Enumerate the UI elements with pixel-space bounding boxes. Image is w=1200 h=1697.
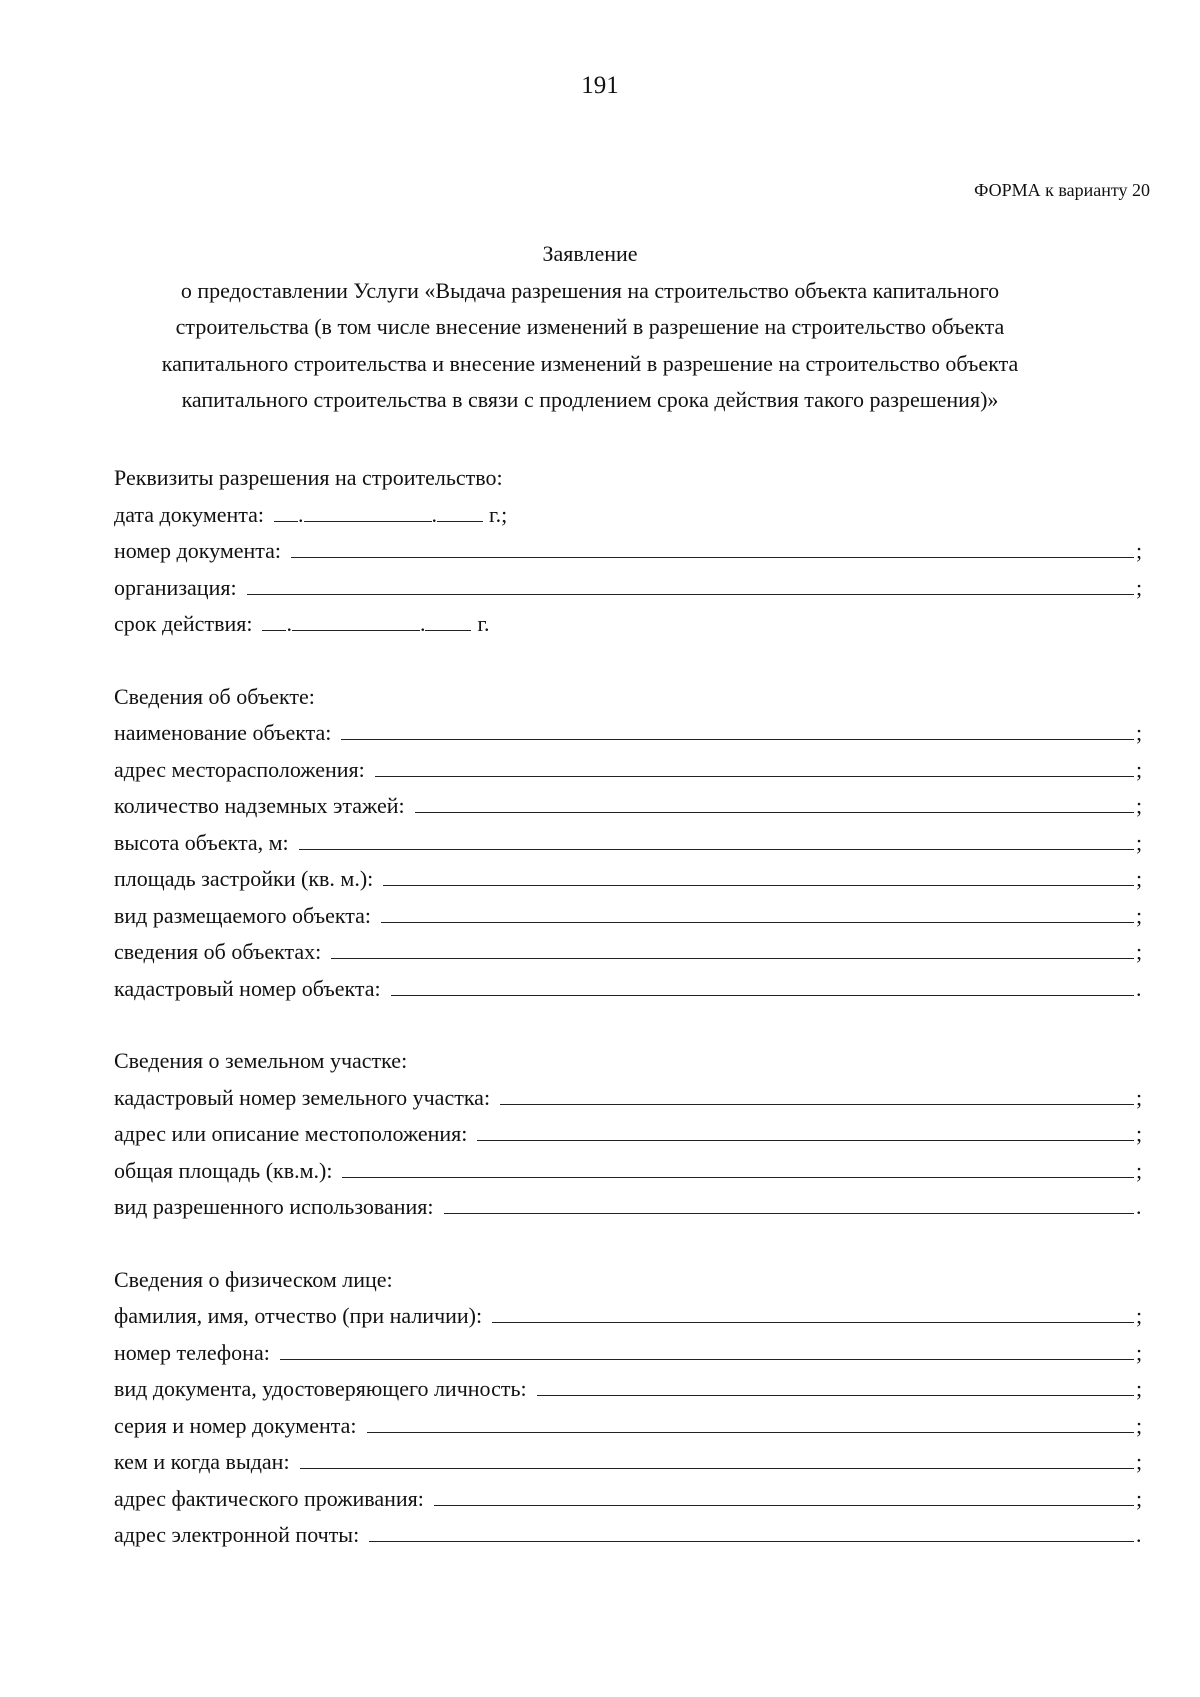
field-end-mark: ; <box>1136 1412 1143 1438</box>
field-label: вид разрешенного использования: <box>114 1194 434 1219</box>
date-field-document-date <box>114 497 1144 534</box>
field-label: фамилия, имя, отчество (при наличии): <box>114 1303 483 1328</box>
field-row <box>114 1371 1144 1408</box>
field-row <box>114 752 1144 789</box>
section-permit-details <box>114 460 1144 643</box>
field-row <box>114 788 1144 825</box>
field-end-mark: ; <box>1136 1339 1143 1365</box>
field-end-mark: . <box>1136 1194 1142 1219</box>
blank-line[interactable] <box>434 1485 1134 1506</box>
field-label: вид документа, удостоверяющего личность: <box>114 1376 527 1401</box>
field-label: организация: <box>114 574 237 600</box>
field-row <box>114 1298 1144 1335</box>
field-end-mark: ; <box>1136 902 1143 928</box>
field-row-document-number <box>114 533 1144 570</box>
field-label: адрес или описание местоположения: <box>114 1121 468 1146</box>
field-label: высота объекта, м: <box>114 829 289 855</box>
blank-line[interactable] <box>477 1120 1134 1141</box>
date-suffix: г. <box>477 611 490 636</box>
field-label: адрес электронной почты: <box>114 1522 360 1547</box>
field-row <box>114 1481 1144 1518</box>
field-label: площадь застройки (кв. м.): <box>114 866 374 891</box>
date-separator: . <box>286 611 292 636</box>
date-separator: . <box>298 501 304 527</box>
field-row <box>114 715 1144 752</box>
blank-line[interactable] <box>383 865 1134 886</box>
field-label: наименование объекта: <box>114 720 332 745</box>
field-row <box>114 1080 1144 1117</box>
field-label: сведения об объектах: <box>114 939 322 964</box>
document-title <box>90 236 1090 419</box>
date-suffix: г.; <box>489 501 508 527</box>
field-row <box>114 825 1144 862</box>
field-end-mark: ; <box>1136 1121 1143 1146</box>
section-heading: Сведения о земельном участке: <box>114 1048 408 1073</box>
field-row <box>114 1116 1144 1153</box>
field-row <box>114 1189 1144 1226</box>
field-end-mark: ; <box>1136 1449 1143 1474</box>
field-end-mark: ; <box>1136 1376 1143 1401</box>
date-separator: . <box>419 611 426 636</box>
day-blank[interactable] <box>262 610 286 631</box>
field-label: вид размещаемого объекта: <box>114 902 371 928</box>
blank-line[interactable] <box>444 1193 1134 1214</box>
section-object-info <box>114 679 1144 1008</box>
title-line: строительства (в том числе внесение изменений в разрешение на строительство объекта <box>175 314 1005 339</box>
title-heading: Заявление <box>542 241 638 266</box>
blank-line[interactable] <box>492 1302 1134 1323</box>
field-row <box>114 1408 1144 1445</box>
section-natural-person <box>114 1262 1144 1554</box>
day-blank[interactable] <box>274 501 298 522</box>
blank-line[interactable] <box>391 975 1134 996</box>
field-row <box>114 898 1144 935</box>
field-label: серия и номер документа: <box>114 1412 357 1438</box>
field-end-mark: ; <box>1136 939 1143 964</box>
field-label: кем и когда выдан: <box>114 1449 290 1474</box>
field-row <box>114 861 1144 898</box>
form-fields <box>114 460 1144 1590</box>
section-heading: Сведения о физическом лице: <box>114 1266 393 1292</box>
field-end-mark: ; <box>1136 1303 1143 1328</box>
blank-line[interactable] <box>299 829 1134 850</box>
blank-line[interactable] <box>369 1521 1134 1542</box>
field-end-mark: ; <box>1136 756 1143 782</box>
blank-line[interactable] <box>367 1412 1134 1433</box>
field-label: количество надземных этажей: <box>114 793 405 818</box>
field-end-mark: . <box>1136 1522 1142 1547</box>
page-number: 191 <box>581 72 619 99</box>
title-line: капитального строительства в связи с продлением срока действия такого разрешения)» <box>181 387 999 412</box>
field-end-mark: ; <box>1136 866 1143 891</box>
field-row <box>114 971 1144 1008</box>
field-end-mark: ; <box>1136 793 1143 818</box>
field-end-mark: ; <box>1136 1157 1143 1183</box>
blank-line[interactable] <box>342 1157 1134 1178</box>
blank-line[interactable] <box>280 1339 1134 1360</box>
field-end-mark: ; <box>1136 538 1143 563</box>
blank-line[interactable] <box>300 1448 1134 1469</box>
blank-line[interactable] <box>537 1375 1134 1396</box>
year-blank[interactable] <box>437 501 483 522</box>
form-reference: ФОРМА к варианту 20 <box>974 180 1150 200</box>
field-end-mark: ; <box>1136 829 1143 855</box>
blank-line[interactable] <box>247 574 1134 595</box>
field-label: адрес месторасположения: <box>114 756 365 782</box>
field-end-mark: ; <box>1136 1084 1143 1110</box>
field-row-organization <box>114 570 1144 607</box>
field-label: срок действия: <box>114 611 253 636</box>
blank-line[interactable] <box>291 537 1134 558</box>
field-label: дата документа: <box>114 501 265 527</box>
field-label: кадастровый номер объекта: <box>114 975 381 1001</box>
title-line: капитального строительства и внесение изменений в разрешение на строительство объекта <box>161 350 1019 376</box>
blank-line[interactable] <box>415 792 1134 813</box>
blank-line[interactable] <box>381 902 1134 923</box>
year-blank[interactable] <box>425 610 471 631</box>
field-label: адрес фактического проживания: <box>114 1485 424 1511</box>
blank-line[interactable] <box>341 719 1134 740</box>
blank-line[interactable] <box>375 756 1134 777</box>
month-blank[interactable] <box>292 610 420 631</box>
month-blank[interactable] <box>304 501 432 522</box>
field-label: кадастровый номер земельного участка: <box>114 1084 491 1110</box>
field-row <box>114 1335 1144 1372</box>
section-heading: Реквизиты разрешения на строительство: <box>114 465 503 490</box>
field-label: общая площадь (кв.м.): <box>114 1157 333 1183</box>
field-row <box>114 934 1144 971</box>
field-label: номер телефона: <box>114 1339 270 1365</box>
field-end-mark: ; <box>1136 574 1143 600</box>
field-row <box>114 1444 1144 1481</box>
field-end-mark: ; <box>1136 720 1143 745</box>
date-field-validity <box>114 606 1144 643</box>
section-land-plot <box>114 1043 1144 1226</box>
field-row <box>114 1153 1144 1190</box>
date-input[interactable] <box>262 606 471 643</box>
field-label: номер документа: <box>114 538 282 563</box>
title-line: о предоставлении Услуги «Выдача разрешения на строительство объекта капитального <box>180 277 1000 303</box>
field-row <box>114 1517 1144 1554</box>
field-end-mark: . <box>1136 975 1142 1001</box>
field-end-mark: ; <box>1136 1485 1143 1511</box>
section-heading: Сведения об объекте: <box>114 683 315 709</box>
date-input[interactable] <box>274 497 483 534</box>
date-separator: . <box>431 501 438 527</box>
blank-line[interactable] <box>331 938 1134 959</box>
blank-line[interactable] <box>500 1084 1134 1105</box>
